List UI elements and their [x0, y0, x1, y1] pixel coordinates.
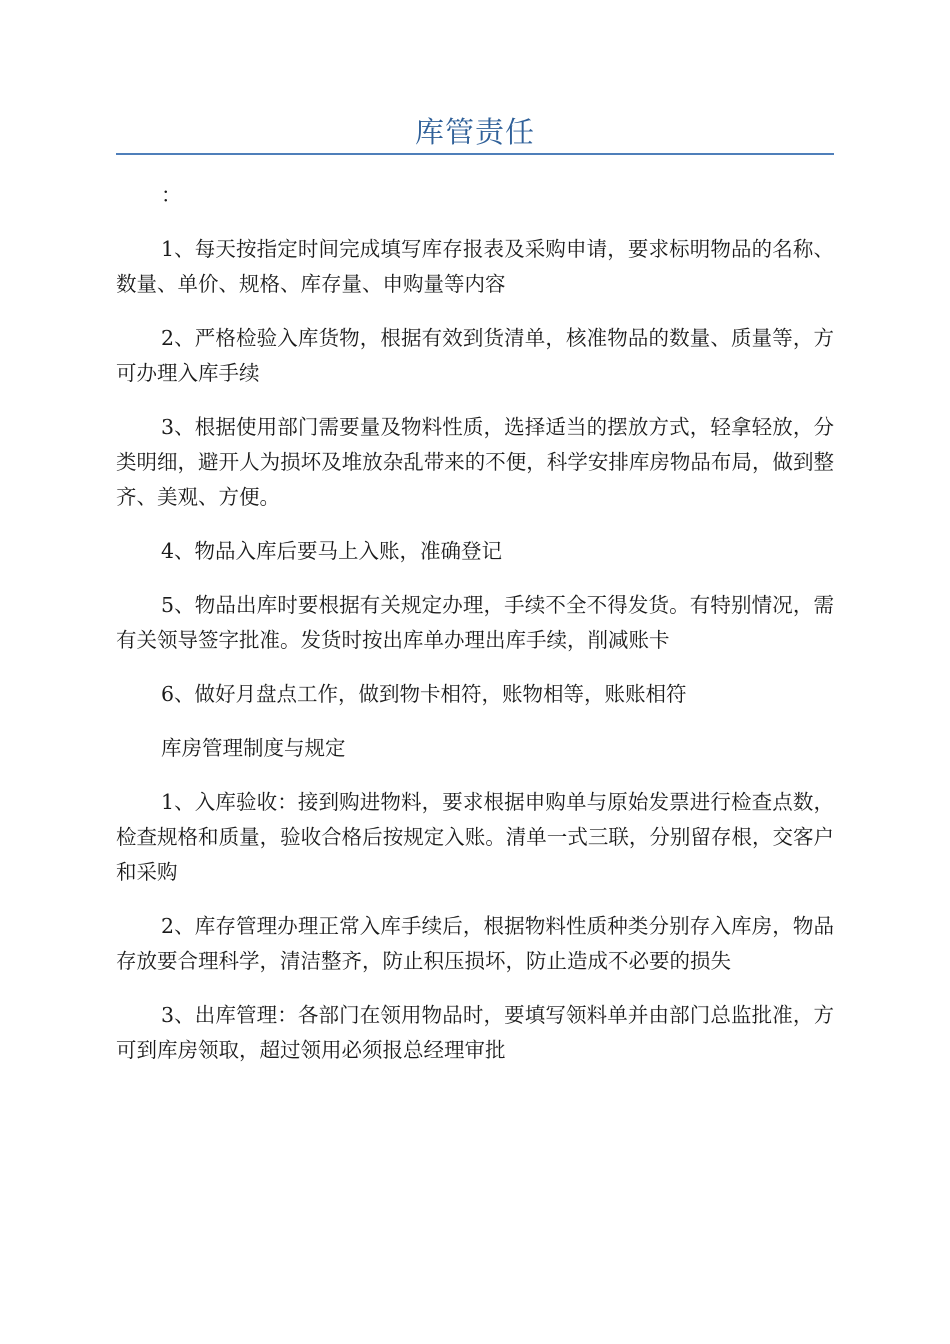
paragraph-colon: ：	[161, 183, 182, 207]
paragraph-duty-4: 4、物品入库后要马上入账，准确登记	[161, 539, 503, 563]
paragraph-rule-3: 3、出库管理：各部门在领用物品时，要填写领料单并由部门总监批准，方可到库房领取，超过领用必须报总经理审批	[116, 1003, 834, 1062]
document-title: 库管责任	[414, 115, 535, 149]
paragraph-rule-1: 1、入库验收：接到购进物料，要求根据申购单与原始发票进行检查点数，检查规格和质量，验收合格后按规定入账。清单一式三联，分别留存根，交客户和采购	[116, 790, 834, 884]
paragraph-duty-2: 2、严格检验入库货物，根据有效到货清单，核准物品的数量、质量等，方可办理入库手续	[116, 326, 834, 385]
title-underline	[116, 153, 834, 155]
paragraph-duty-1: 1、每天按指定时间完成填写库存报表及采购申请，要求标明物品的名称、数量、单价、规格、库存量、申购量等内容	[116, 237, 834, 296]
paragraph-duty-5: 5、物品出库时要根据有关规定办理，手续不全不得发货。有特别情况，需有关领导签字批准。发货时按出库单办理出库手续，削减账卡	[116, 593, 834, 652]
paragraph-rule-2: 2、库存管理办理正常入库手续后，根据物料性质种类分别存入库房，物品存放要合理科学，清洁整齐，防止积压损坏，防止造成不必要的损失	[116, 914, 834, 973]
paragraph-duty-6: 6、做好月盘点工作，做到物卡相符，账物相等，账账相符	[161, 682, 687, 706]
document-body	[116, 178, 834, 1087]
section-heading: 库房管理制度与规定	[161, 736, 346, 760]
paragraph-duty-3: 3、根据使用部门需要量及物料性质，选择适当的摆放方式，轻拿轻放，分类明细，避开人为损坏及堆放杂乱带来的不便，科学安排库房物品布局，做到整齐、美观、方便。	[116, 415, 834, 509]
